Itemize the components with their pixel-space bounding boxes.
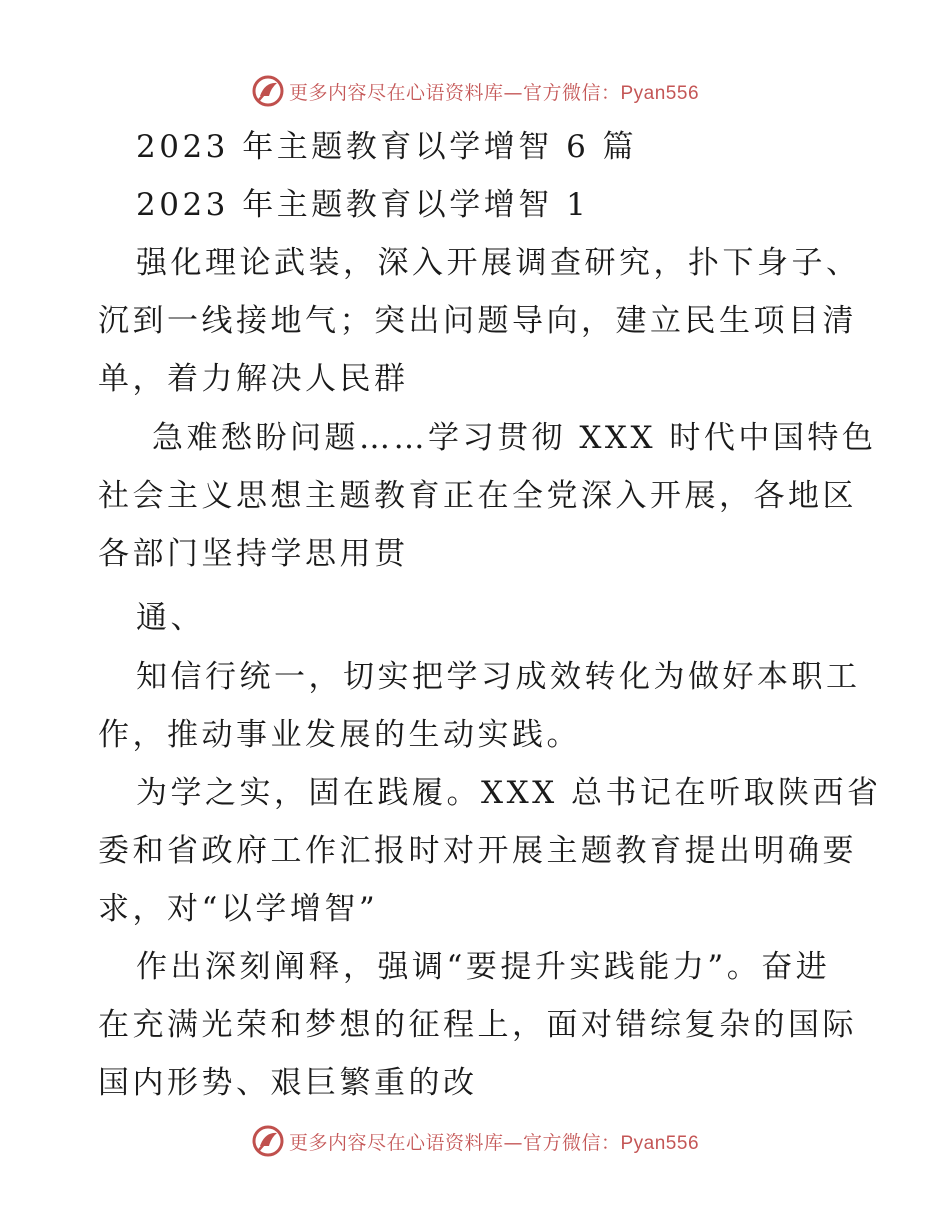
paragraph-line: 在充满光荣和梦想的征程上，面对错综复杂的国际	[98, 1007, 857, 1043]
paragraph-line: 求，对“以学增智”	[98, 891, 379, 927]
paragraph-line: 作，推动事业发展的生动实践。	[98, 717, 581, 753]
logo-icon	[251, 1124, 285, 1158]
paragraph-line: 通、	[136, 600, 205, 636]
footer-watermark	[0, 1124, 950, 1158]
watermark-text	[289, 1128, 699, 1155]
paragraph-line: 委和省政府工作汇报时对开展主题教育提出明确要	[98, 833, 857, 869]
watermark-dash: —	[503, 1131, 523, 1154]
watermark-wechat-id: Pyan556	[620, 82, 700, 104]
paragraph-line: 知信行统一，切实把学习成效转化为做好本职工	[136, 659, 861, 695]
watermark-site-name: 更多内容尽在心语资料库	[288, 81, 504, 104]
logo-icon	[251, 74, 285, 108]
watermark-wechat-id: Pyan556	[620, 1132, 700, 1154]
watermark-text	[289, 78, 699, 105]
paragraph-line: 作出深刻阐释，强调“要提升实践能力”。奋进	[136, 949, 831, 985]
paragraph-line: 强化理论武装，深入开展调查研究，扑下身子、	[136, 245, 861, 281]
watermark-site-name: 更多内容尽在心语资料库	[288, 1131, 504, 1154]
paragraph-line: 为学之实，固在践履。XXX 总书记在听取陕西省	[136, 775, 882, 811]
watermark-dash: —	[503, 81, 523, 104]
watermark-wechat-label: 官方微信：	[522, 1131, 621, 1154]
section-heading: 2023 年主题教育以学增智 1	[136, 187, 590, 223]
header-watermark	[0, 74, 950, 108]
document-title: 2023 年主题教育以学增智 6 篇	[136, 129, 638, 165]
paragraph-line: 单，着力解决人民群	[98, 361, 409, 397]
watermark-wechat-label: 官方微信：	[522, 81, 621, 104]
paragraph-line: 沉到一线接地气；突出问题导向，建立民生项目清	[98, 303, 857, 339]
paragraph-line: 各部门坚持学思用贯	[98, 536, 409, 572]
paragraph-line: 社会主义思想主题教育正在全党深入开展，各地区	[98, 478, 857, 514]
paragraph-line: 急难愁盼问题……学习贯彻 XXX 时代中国特色	[152, 420, 877, 456]
paragraph-line: 国内形势、艰巨繁重的改	[98, 1065, 478, 1101]
